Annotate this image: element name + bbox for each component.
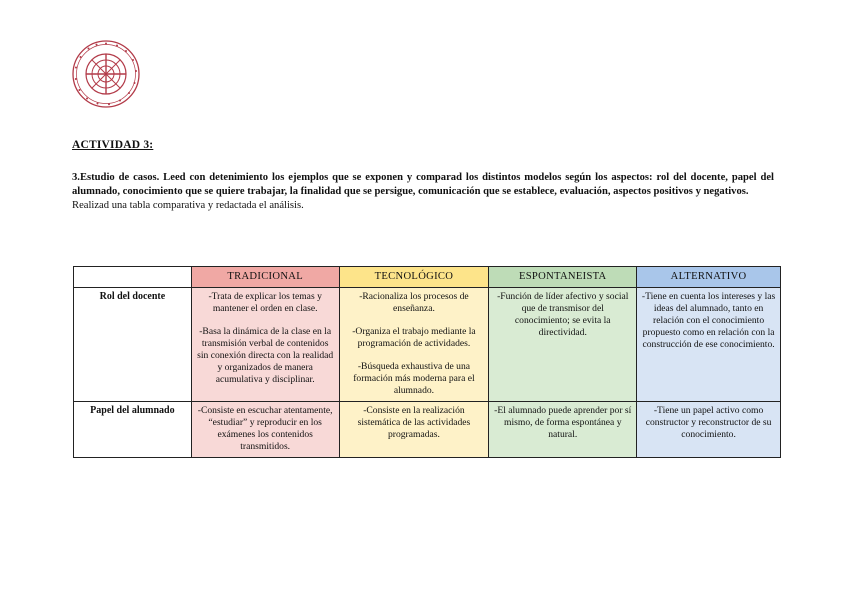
row-label-papel-alumnado: Papel del alumnado [74, 402, 192, 458]
header-alternativo: ALTERNATIVO [637, 267, 781, 288]
table-row [74, 402, 781, 458]
cell-papel-espontaneista [489, 402, 637, 458]
cell-paragraph: -Función de líder afectivo y social que de transmisor del conocimiento; se evita la directividad. [497, 291, 629, 338]
cell-paragraph: -Basa la dinámica de la clase en la transmisión verbal de contenidos sin conexión directa con la realidad y organizados de manera acumulativa y disciplinar. [197, 326, 334, 385]
cell-papel-alternativo [637, 402, 781, 458]
cell-paragraph: -Búsqueda exhaustiva de una formación más moderna para el alumnado. [353, 361, 475, 396]
table-header-row [74, 267, 781, 288]
cell-paragraph: -Racionaliza los procesos de enseñanza. [359, 291, 469, 314]
cell-rol-tradicional [191, 288, 339, 402]
cell-papel-tradicional [191, 402, 339, 458]
cell-rol-alternativo [637, 288, 781, 402]
cell-paragraph: -El alumnado puede aprender por sí mismo, de forma espontánea y natural. [494, 405, 632, 440]
comparison-table [73, 266, 781, 458]
statement-instructions: 3.Estudio de casos. Leed con detenimiento los ejemplos que se exponen y comparad los distintos modelos según los aspectos: rol del docente, papel del alumnado, conocimiento que se quiere trabajar, la finalidad que se persigue, comunicación que se establece, evaluación, aspectos positivos y negativos. [72, 172, 774, 198]
cell-rol-tecnologico [339, 288, 489, 402]
statement-task: Realizad una tabla comparativa y redactada el análisis. [72, 200, 304, 212]
cell-papel-tecnologico [339, 402, 489, 458]
cell-paragraph: -Trata de explicar los temas y mantener el orden en clase. [208, 291, 322, 314]
header-tecnologico: TECNOLÓGICO [339, 267, 489, 288]
row-label-rol-docente: Rol del docente [74, 288, 192, 402]
header-empty-cell [74, 267, 192, 288]
cell-rol-espontaneista [489, 288, 637, 402]
university-seal-logo [70, 38, 142, 110]
activity-title: ACTIVIDAD 3: [72, 139, 154, 151]
table-row [74, 288, 781, 402]
activity-statement [72, 171, 774, 214]
header-espontaneista: ESPONTANEISTA [489, 267, 637, 288]
cell-paragraph: -Consiste en escuchar atentamente, “estudiar” y reproducir en los exámenes los contenidos transmitidos. [197, 405, 333, 452]
header-tradicional: TRADICIONAL [191, 267, 339, 288]
cell-paragraph: -Consiste en la realización sistemática de las actividades programadas. [357, 405, 471, 440]
cell-paragraph: -Tiene un papel activo como constructor y reconstructor de su conocimiento. [645, 405, 772, 440]
cell-paragraph: -Organiza el trabajo mediante la programación de actividades. [352, 326, 476, 349]
cell-paragraph: -Tiene en cuenta los intereses y las ideas del alumnado, tanto en relación con el conocimiento propuesto como en relación con la construcción de ese conocimiento. [641, 291, 776, 350]
